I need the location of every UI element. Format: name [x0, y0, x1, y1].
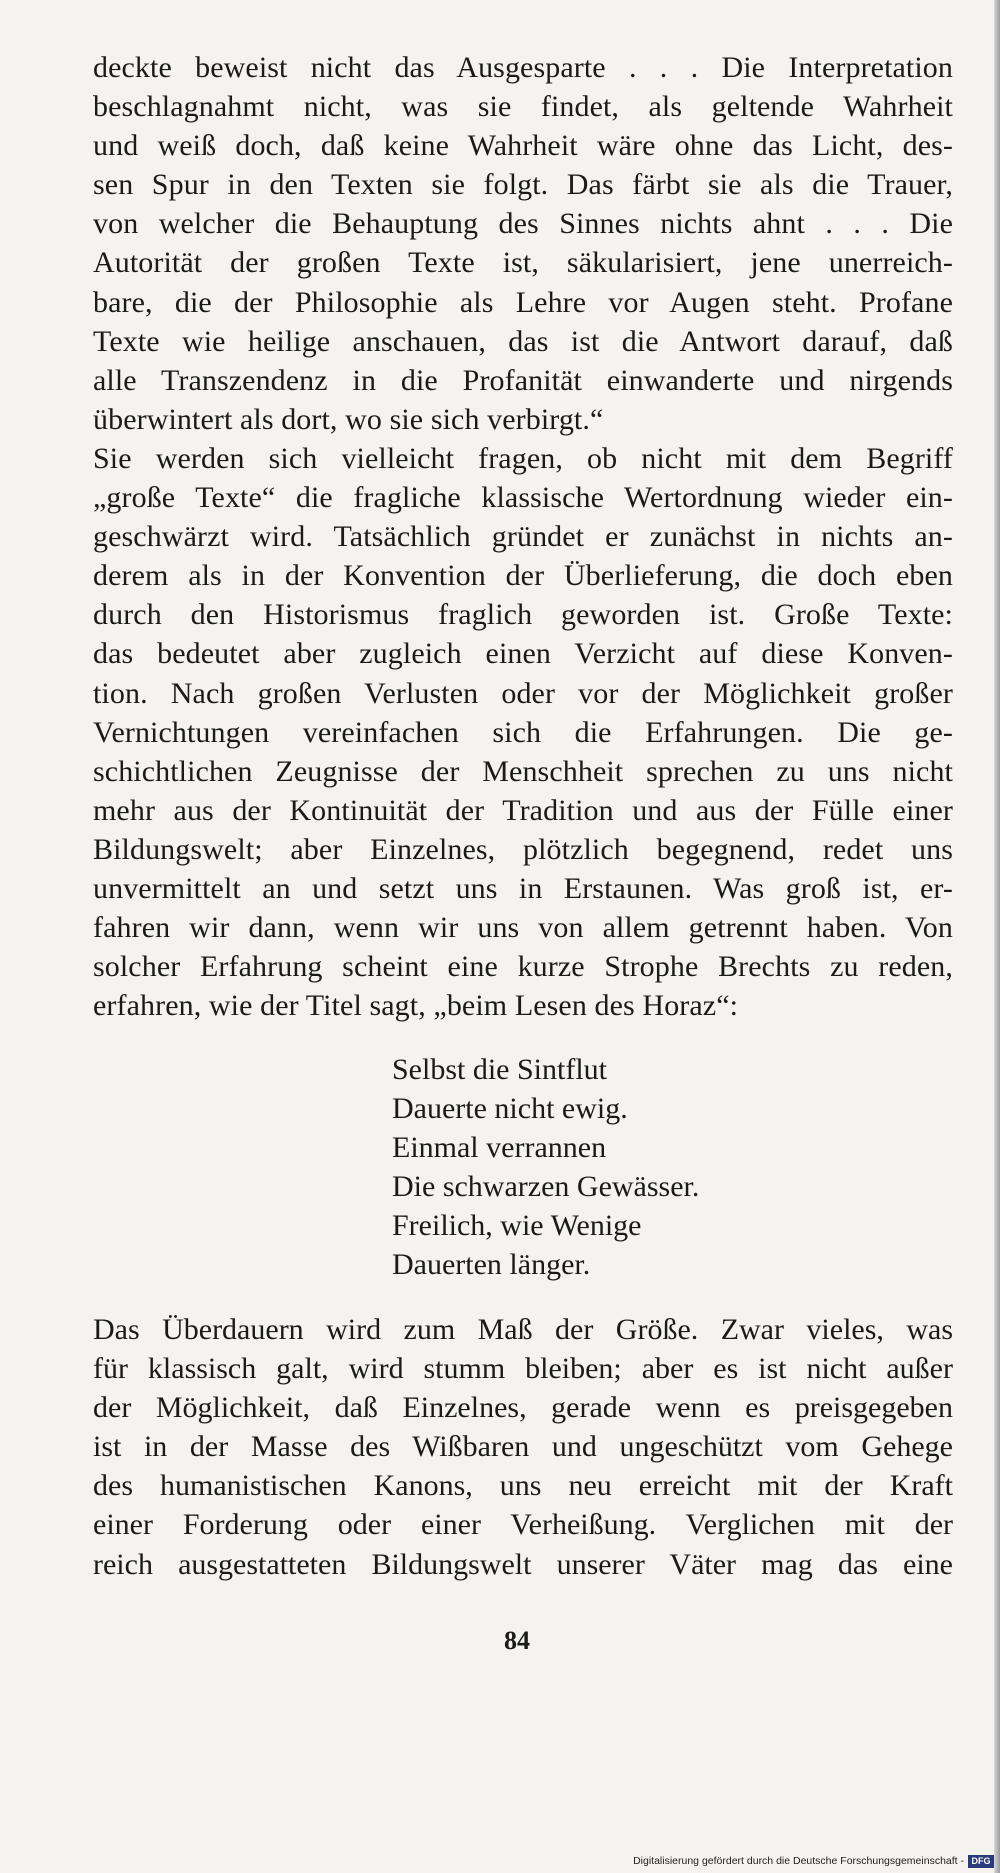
text-line: Texte wie heilige anschauen, das ist die Antwort darauf, daß — [93, 324, 953, 358]
text-line: tion. Nach großen Verlusten oder vor der Möglichkeit großer — [93, 676, 953, 710]
book-edge — [994, 0, 1000, 1873]
text-line: für klassisch galt, wird stumm bleiben; aber es ist nicht außer — [93, 1352, 953, 1386]
text-line: Sie werden sich vielleicht fragen, ob nicht mit dem Begriff — [93, 441, 953, 475]
text-line: fahren wir dann, wenn wir uns von allem getrennt haben. Von — [93, 911, 953, 945]
dfg-logo: DFG — [968, 1855, 994, 1868]
text-line: bare, die der Philosophie als Lehre vor Augen steht. Profane — [93, 285, 953, 319]
poem-verse: Die schwarzen Gewässer. — [392, 1170, 700, 1204]
text-line: schichtlichen Zeugnisse der Menschheit sprechen zu uns nicht — [93, 754, 953, 788]
text-line: ist in der Masse des Wißbaren und ungeschützt vom Gehege — [93, 1430, 953, 1464]
text-line: der Möglichkeit, daß Einzelnes, gerade wenn es preisgegeben — [93, 1391, 953, 1425]
text-line: einer Forderung oder einer Verheißung. Verglichen mit der — [93, 1508, 953, 1542]
text-line: durch den Historismus fraglich geworden ist. Große Texte: — [93, 598, 953, 632]
text-line: solcher Erfahrung scheint eine kurze Strophe Brechts zu reden, — [93, 950, 953, 984]
text-line: reich ausgestatteten Bildungswelt unserer Väter mag das eine — [93, 1547, 953, 1581]
poem-verse: Dauerten länger. — [392, 1248, 591, 1282]
page-number: 84 — [504, 1626, 530, 1655]
text-line: Vernichtungen vereinfachen sich die Erfahrungen. Die ge- — [93, 715, 953, 749]
text-line: des humanistischen Kanons, uns neu erreicht mit der Kraft — [93, 1469, 953, 1503]
text-line: derem als in der Konvention der Überlieferung, die doch eben — [93, 559, 953, 593]
poem-brecht — [392, 1050, 892, 1285]
text-line: mehr aus der Kontinuität der Tradition und aus der Fülle einer — [93, 793, 953, 827]
text-line: überwintert als dort, wo sie sich verbirgt.“ — [93, 402, 604, 436]
text-line: und weiß doch, daß keine Wahrheit wäre ohne das Licht, des- — [93, 129, 953, 163]
digitization-credit: Digitalisierung gefördert durch die Deutsche Forschungsgemeinschaft - — [633, 1855, 964, 1867]
poem-verse: Dauerte nicht ewig. — [392, 1092, 628, 1126]
text-line: Autorität der großen Texte ist, säkularisiert, jene unerreich- — [93, 246, 953, 280]
text-line: von welcher die Behauptung des Sinnes nichts ahnt . . . Die — [93, 207, 953, 241]
text-line: erfahren, wie der Titel sagt, „beim Lesen des Horaz“: — [93, 989, 739, 1023]
poem-verse: Freilich, wie Wenige — [392, 1209, 642, 1243]
text-line: „große Texte“ die fragliche klassische Wertordnung wieder ein- — [93, 481, 953, 515]
text-line: alle Transzendenz in die Profanität einwanderte und nirgends — [93, 363, 953, 397]
paragraph-1 — [93, 48, 953, 1025]
text-line: deckte beweist nicht das Ausgesparte . . . Die Interpretation — [93, 51, 953, 84]
text-line: das bedeutet aber zugleich einen Verzicht auf diese Konven- — [93, 637, 953, 671]
text-line: Das Überdauern wird zum Maß der Größe. Zwar vieles, was — [93, 1313, 953, 1346]
text-line: geschwärzt wird. Tatsächlich gründet er zunächst in nichts an- — [93, 520, 953, 554]
poem-verse: Selbst die Sintflut — [392, 1053, 608, 1086]
text-line: beschlagnahmt nicht, was sie findet, als geltende Wahrheit — [93, 90, 953, 124]
paragraph-3 — [93, 1310, 953, 1584]
text-line: sen Spur in den Texten sie folgt. Das färbt sie als die Trauer, — [93, 168, 953, 202]
text-line: unvermittelt an und setzt uns in Erstaunen. Was groß ist, er- — [93, 871, 953, 905]
text-line: Bildungswelt; aber Einzelnes, plötzlich begegnend, redet uns — [93, 832, 953, 866]
poem-verse: Einmal verrannen — [392, 1131, 607, 1165]
